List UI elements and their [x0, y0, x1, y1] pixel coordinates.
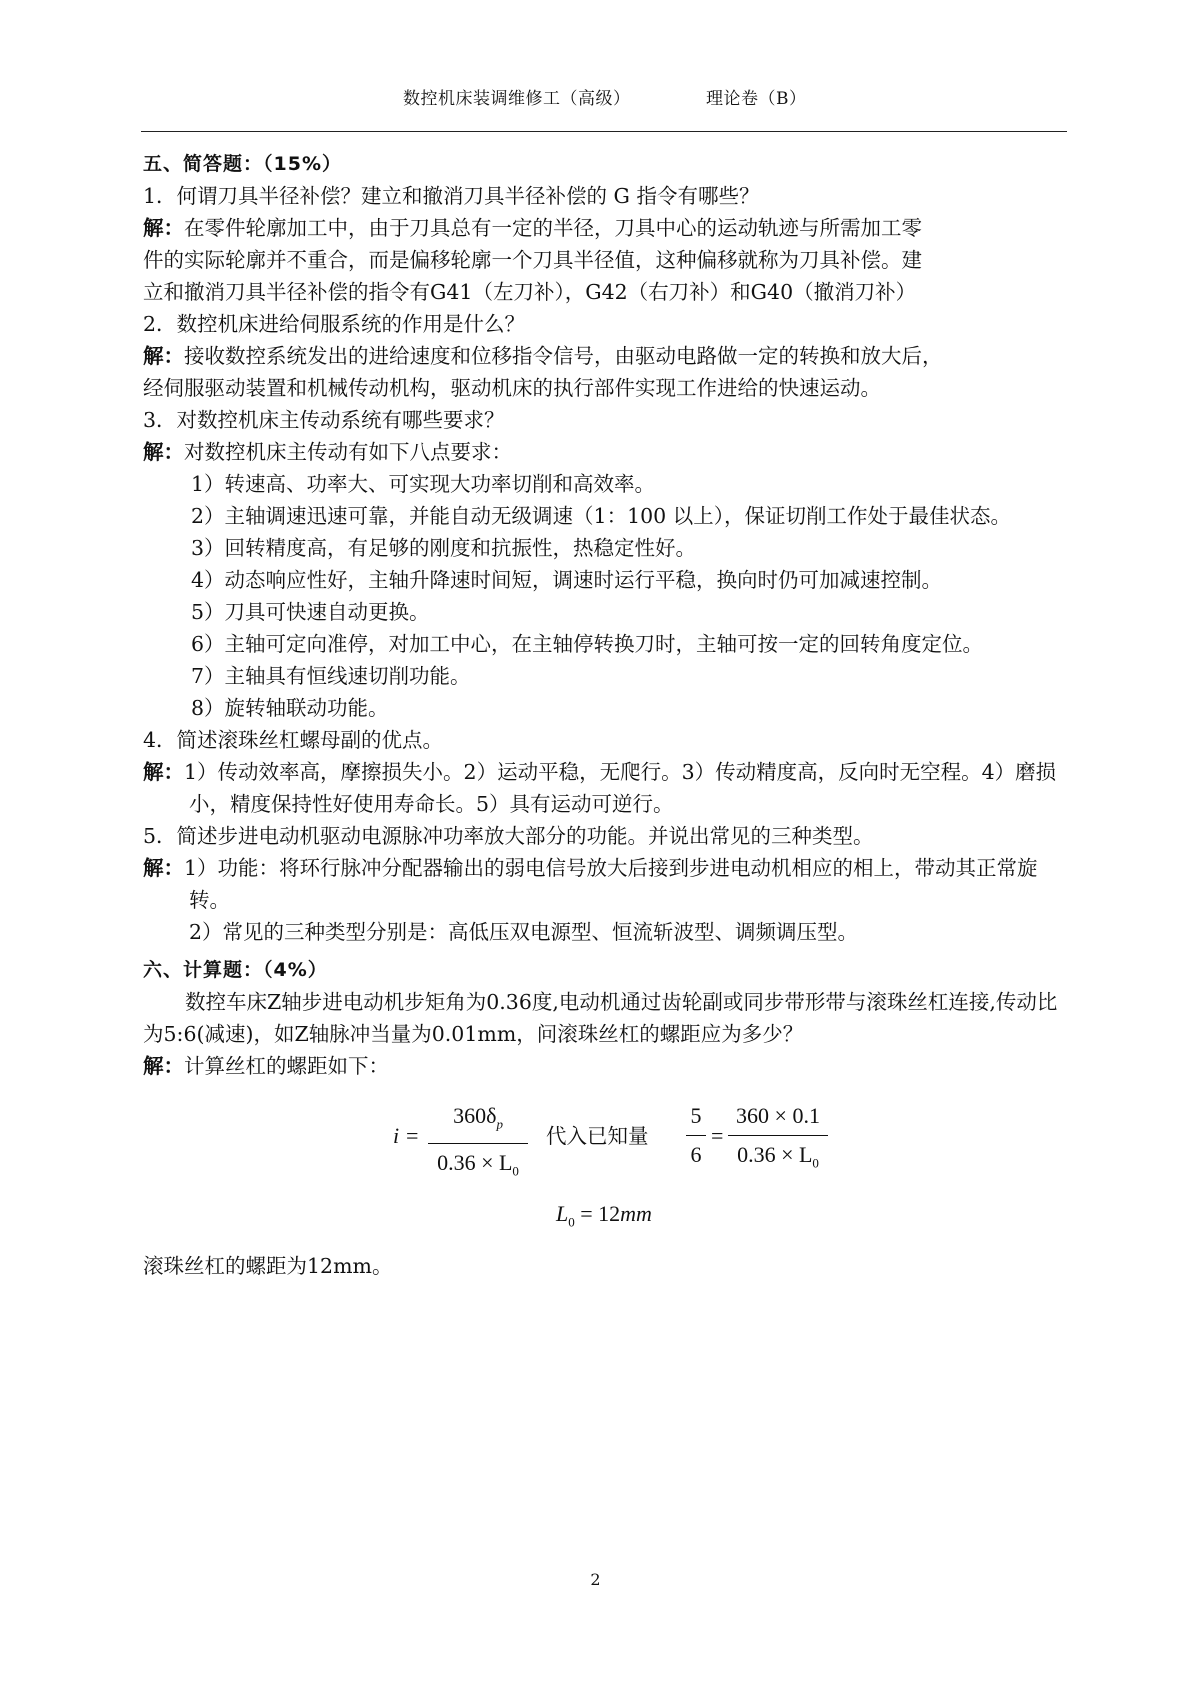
header-exam-type: 理论卷（B）	[706, 89, 807, 109]
formula-substitute-label: 代入已知量	[546, 1124, 649, 1148]
question-4: 4．简述滚珠丝杠螺母副的优点。	[143, 728, 444, 752]
answer-3-list	[143, 468, 1065, 724]
answer-label: 解：	[143, 1054, 184, 1078]
list-item: 4）动态响应性好，主轴升降速时间短，调速时运行平稳，换向时仍可加减速控制。	[191, 568, 943, 592]
answer-label: 解：	[143, 216, 184, 240]
formula-fraction-1: $360\delta_p$ $0.36 \times L_0$	[428, 1100, 528, 1188]
formula-lhs: i =	[393, 1123, 420, 1148]
answer-1	[143, 212, 1065, 244]
answer-1-line-1: 在零件轮廓加工中，由于刀具总有一定的半径，刀具中心的运动轨迹与所需加工零	[184, 216, 922, 240]
page-content	[143, 148, 1065, 1282]
answer-label: 解：	[143, 344, 184, 368]
answer-label: 解：	[143, 856, 184, 880]
formula-fraction-3: 360 × 0.1 $0.36 \times L_0$	[728, 1100, 828, 1179]
list-item: 1）转速高、功率大、可实现大功率切削和高效率。	[191, 472, 656, 496]
header-course-title: 数控机床装调维修工（高级）	[403, 89, 631, 109]
answer-5-item-2: 2）常见的三种类型分别是：高低压双电源型、恒流斩波型、调频调压型。	[189, 920, 859, 944]
list-item: 7）主轴具有恒线速切削功能。	[191, 664, 471, 688]
list-item: 6）主轴可定向准停，对加工中心，在主轴停转换刀时，主轴可按一定的回转角度定位。	[191, 632, 984, 656]
answer-1-line-2: 件的实际轮廓并不重合，而是偏移轮廓一个刀具半径值，这种偏移就称为刀具补偿。建	[143, 248, 922, 272]
answer-3-intro: 解：对数控机床主传动有如下八点要求：	[143, 440, 512, 464]
question-3: 3．对数控机床主传动系统有哪些要求？	[143, 408, 505, 432]
question-5: 5．简述步进电动机驱动电源脉冲功率放大部分的功能。并说出常见的三种类型。	[143, 824, 874, 848]
section-6-title: 六、计算题：（4%）	[143, 959, 328, 981]
calculation-answer-intro: 解：计算丝杠的螺距如下：	[143, 1054, 389, 1078]
formula-transmission-ratio	[143, 1092, 1065, 1184]
header-rule	[141, 131, 1067, 132]
list-item: 3）回转精度高，有足够的刚度和抗振性，热稳定性好。	[191, 536, 697, 560]
answer-label: 解：	[143, 440, 184, 464]
list-item: 5）刀具可快速自动更换。	[191, 600, 430, 624]
formula-result: $L_0 = 12mm$	[556, 1201, 652, 1230]
question-1: 1．何谓刀具半径补偿？建立和撤消刀具半径补偿的 G 指令有哪些？	[143, 184, 760, 208]
list-item: 8）旋转轴联动功能。	[191, 696, 389, 720]
answer-4: 解：1）传动效率高，摩擦损失小。2）运动平稳，无爬行。3）传动精度高，反向时无空程。4）磨损小，精度保持性好使用寿命长。5）具有运动可逆行。	[143, 760, 1057, 816]
answer-5-item-1: 解：1）功能：将环行脉冲分配器输出的弱电信号放大后接到步进电动机相应的相上，带动其正常旋转。	[143, 856, 1038, 912]
calculation-conclusion: 滚珠丝杠的螺距为12mm。	[143, 1254, 393, 1278]
question-2: 2．数控机床进给伺服系统的作用是什么？	[143, 312, 526, 336]
section-5-title: 五、简答题：（15%）	[143, 153, 342, 175]
calculation-problem: 数控车床Z轴步进电动机步矩角为0.36度,电动机通过齿轮副或同步带形带与滚珠丝杠连接,传动比为5:6(减速)，如Z轴脉冲当量为0.01mm，问滚珠丝杠的螺距应为多少？	[143, 990, 1058, 1046]
formula-fraction-2: 5 6	[686, 1100, 706, 1171]
answer-2-line-2: 经伺服驱动装置和机械传动机构，驱动机床的执行部件实现工作进给的快速运动。	[143, 376, 881, 400]
list-item: 2）主轴调速迅速可靠，并能自动无级调速（1：100 以上），保证切削工作处于最佳状态。	[191, 504, 1011, 528]
formula-equals: =	[711, 1123, 724, 1148]
answer-2-line-1: 接收数控系统发出的进给速度和位移指令信号，由驱动电路做一定的转换和放大后，	[184, 344, 943, 368]
page-number: 2	[590, 1570, 601, 1589]
answer-2	[143, 340, 1065, 372]
answer-label: 解：	[143, 760, 184, 784]
answer-1-line-3: 立和撤消刀具半径补偿的指令有G41（左刀补），G42（右刀补）和G40（撤消刀补）	[143, 280, 917, 304]
